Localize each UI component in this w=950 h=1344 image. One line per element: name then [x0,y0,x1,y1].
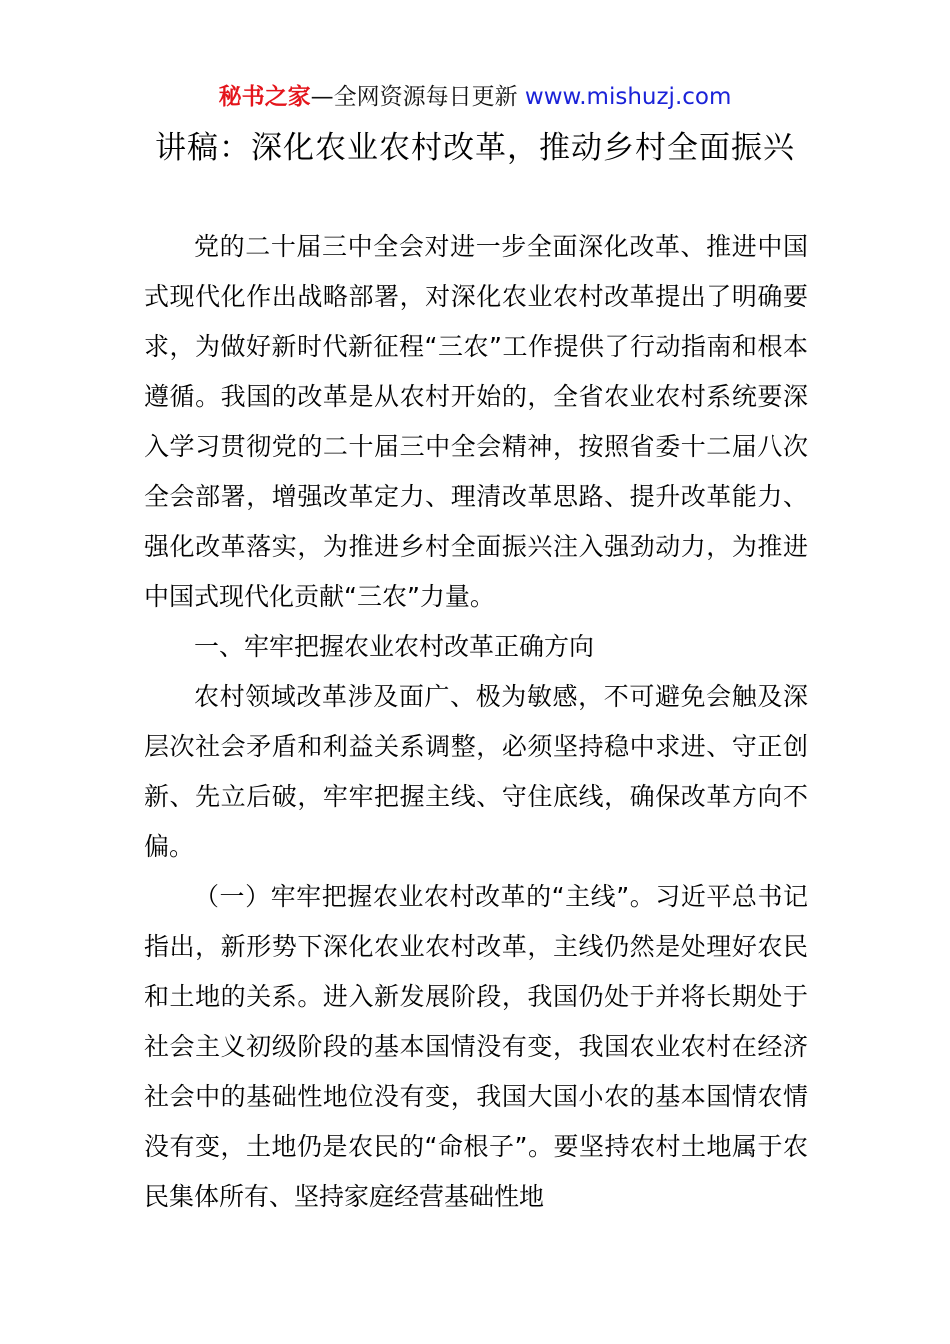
site-tagline: —全网资源每日更新 [310,84,518,110]
paragraph-section-intro: 农村领域改革涉及面广、极为敏感，不可避免会触及深层次社会矛盾和利益关系调整，必须坚持稳中求进、守正创新、先立后破，牢牢把握主线、守住底线，确保改革方向不偏。 [144,682,808,861]
document-body [144,222,808,1222]
section-heading: 一、牢牢把握农业农村改革正确方向 [194,632,595,661]
document-title: 讲稿：深化农业农村改革，推动乡村全面振兴 [155,130,795,166]
paragraph-intro: 党的二十届三中全会对进一步全面深化改革、推进中国式现代化作出战略部署，对深化农业农村改革提出了明确要求，为做好新时代新征程“三农”工作提供了行动指南和根本遵循。我国的改革是从农村开始的，全省农业农村系统要深入学习贯彻党的二十届三中全会精神，按照省委十二届八次全会部署，增强改革定力、理清改革思路、提升改革能力、强化改革落实，为推进乡村全面振兴注入强劲动力，为推进中国式现代化贡献“三农”力量。 [144,232,808,611]
site-header [0,80,950,114]
paragraph-subsection: （一）牢牢把握农业农村改革的“主线”。习近平总书记指出，新形势下深化农业农村改革，主线仍然是处理好农民和土地的关系。进入新发展阶段，我国仍处于并将长期处于社会主义初级阶段的基本国情没有变，我国农业农村在经济社会中的基础性地位没有变，我国大国小农的基本国情农情没有变，土地仍是农民的“命根子”。要坚持农村土地属于农民集体所有、坚持家庭经营基础性地 [144,882,808,1211]
site-brand: 秘书之家 [218,84,311,110]
site-url-link[interactable]: www.mishuzj.com [524,84,732,110]
